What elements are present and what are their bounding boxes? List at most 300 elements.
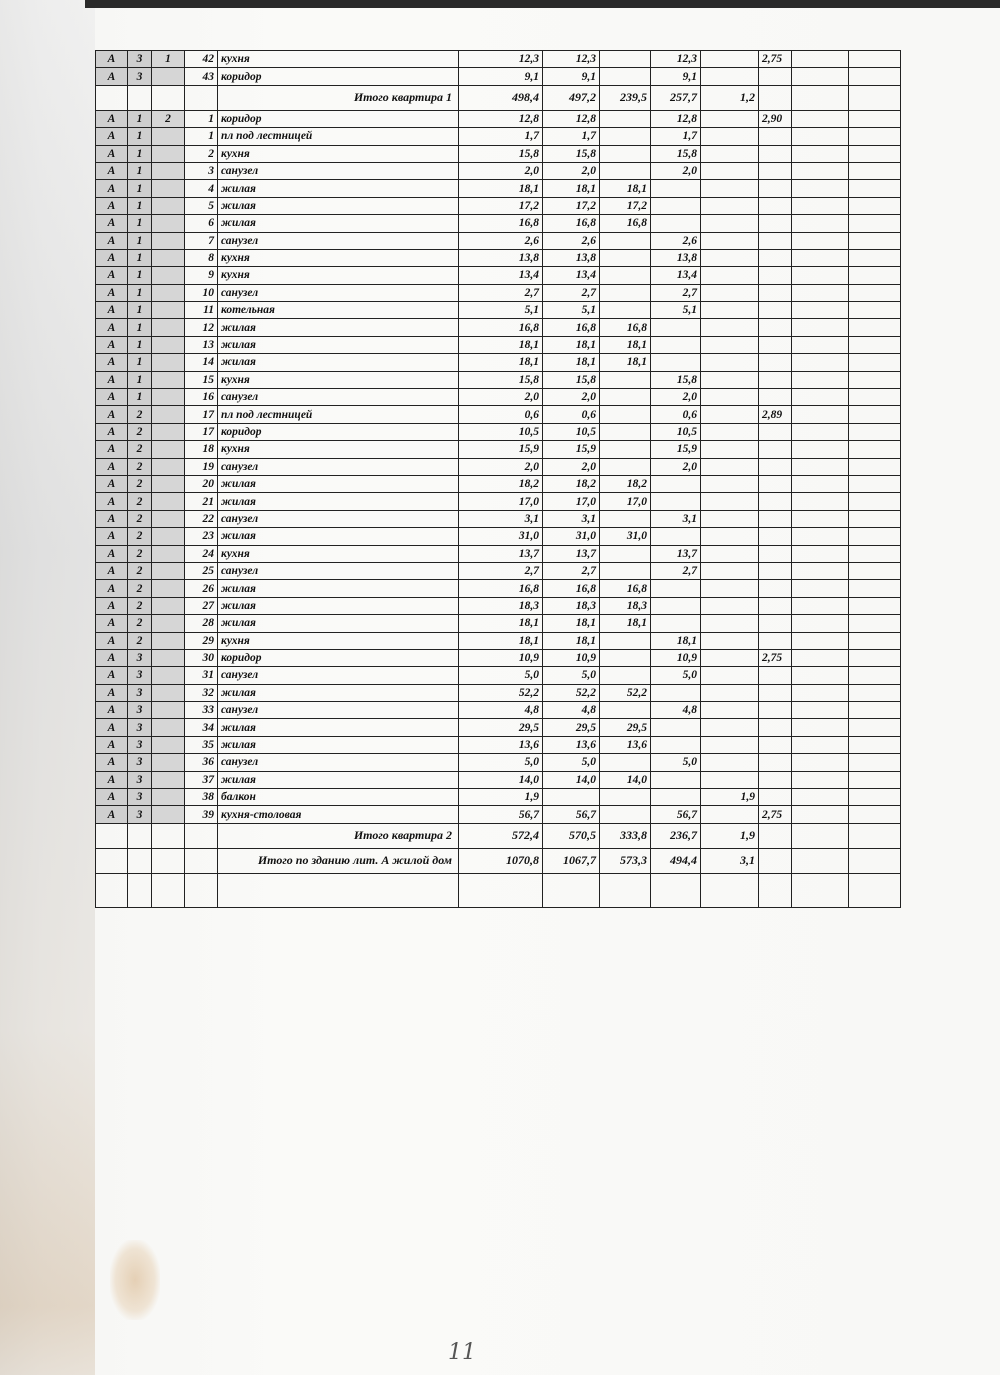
loggia-balcony-cell [701, 336, 759, 353]
auxiliary-area-cell: 9,1 [651, 68, 701, 85]
litera-cell: А [96, 51, 128, 68]
empty-cell [792, 736, 849, 753]
height-cell [759, 736, 792, 753]
empty-cell [792, 162, 849, 179]
floor-cell: 1 [128, 162, 152, 179]
loggia-balcony-cell [701, 580, 759, 597]
area-cell: 0,6 [543, 406, 600, 423]
area-cell: 18,1 [543, 632, 600, 649]
height-cell [759, 180, 792, 197]
table-row [96, 702, 901, 719]
total-area-cell: 5,0 [459, 754, 543, 771]
height-cell [759, 823, 792, 848]
room-name-cell: санузел [218, 389, 459, 406]
table-row [96, 649, 901, 666]
apartment-cell [152, 545, 185, 562]
litera-cell: А [96, 580, 128, 597]
area-cell: 18,1 [543, 615, 600, 632]
area-cell: 14,0 [543, 771, 600, 788]
area-cell: 2,0 [543, 162, 600, 179]
apartment-cell [152, 406, 185, 423]
total-row [96, 823, 901, 848]
total-area-cell: 9,1 [459, 68, 543, 85]
living-area-cell: 14,0 [600, 771, 651, 788]
empty-cell [96, 85, 128, 110]
empty-cell [792, 68, 849, 85]
apartment-cell [152, 162, 185, 179]
litera-cell: А [96, 389, 128, 406]
total-area-cell: 31,0 [459, 528, 543, 545]
apartment-cell [152, 284, 185, 301]
room-name-cell: жилая [218, 597, 459, 614]
total-area-cell: 15,9 [459, 441, 543, 458]
auxiliary-area-cell: 2,6 [651, 232, 701, 249]
floor-cell: 1 [128, 197, 152, 214]
loggia-balcony-cell [701, 702, 759, 719]
floor-cell: 3 [128, 68, 152, 85]
empty-cell [849, 85, 901, 110]
empty-cell [849, 528, 901, 545]
empty-cell [849, 580, 901, 597]
floor-cell: 3 [128, 754, 152, 771]
floor-cell: 2 [128, 545, 152, 562]
living-area-cell [600, 632, 651, 649]
living-area-cell [600, 145, 651, 162]
living-area-cell: 18,1 [600, 180, 651, 197]
empty-cell [128, 848, 152, 873]
litera-cell: А [96, 110, 128, 127]
living-area-cell: 18,1 [600, 354, 651, 371]
apartment-cell [152, 458, 185, 475]
apartment-cell [152, 528, 185, 545]
room-name-cell: кухня [218, 145, 459, 162]
empty-cell [792, 302, 849, 319]
room-name-cell: жилая [218, 215, 459, 232]
room-name-cell: жилая [218, 719, 459, 736]
page-number-handwritten: 11 [448, 1340, 476, 1365]
floor-cell: 2 [128, 580, 152, 597]
room-name-cell: кухня-столовая [218, 806, 459, 823]
total-area-cell: 5,1 [459, 302, 543, 319]
height-cell [759, 702, 792, 719]
area-cell: 10,5 [543, 423, 600, 440]
empty-cell [849, 354, 901, 371]
apartment-cell [152, 180, 185, 197]
area-cell: 15,8 [543, 145, 600, 162]
total-area-cell: 18,3 [459, 597, 543, 614]
room-number-cell: 12 [185, 319, 218, 336]
total-area-cell: 14,0 [459, 771, 543, 788]
area-cell [543, 789, 600, 806]
auxiliary-area-cell: 494,4 [651, 848, 701, 873]
room-name-cell: коридор [218, 423, 459, 440]
total-area-cell: 16,8 [459, 580, 543, 597]
auxiliary-area-cell [651, 319, 701, 336]
height-cell [759, 789, 792, 806]
litera-cell: А [96, 128, 128, 145]
table-row [96, 284, 901, 301]
room-name-cell: жилая [218, 736, 459, 753]
room-number-cell: 11 [185, 302, 218, 319]
area-cell: 3,1 [543, 510, 600, 527]
empty-cell [849, 406, 901, 423]
room-number-cell: 2 [185, 145, 218, 162]
table-row [96, 510, 901, 527]
area-cell: 1,7 [543, 128, 600, 145]
empty-cell [849, 441, 901, 458]
litera-cell: А [96, 215, 128, 232]
empty-cell [96, 848, 128, 873]
empty-cell [152, 85, 185, 110]
total-area-cell: 2,7 [459, 284, 543, 301]
living-area-cell [600, 249, 651, 266]
empty-cell [849, 423, 901, 440]
empty-cell [792, 667, 849, 684]
floor-cell: 2 [128, 458, 152, 475]
height-cell [759, 848, 792, 873]
floor-cell: 2 [128, 562, 152, 579]
empty-cell [849, 493, 901, 510]
empty-cell [96, 823, 128, 848]
litera-cell: А [96, 180, 128, 197]
auxiliary-area-cell: 56,7 [651, 806, 701, 823]
room-name-cell: жилая [218, 615, 459, 632]
room-name-cell: кухня [218, 371, 459, 388]
empty-cell [792, 51, 849, 68]
loggia-balcony-cell [701, 597, 759, 614]
area-cell: 17,0 [543, 493, 600, 510]
height-cell [759, 197, 792, 214]
total-area-cell: 18,1 [459, 632, 543, 649]
floor-cell: 1 [128, 319, 152, 336]
height-cell [759, 615, 792, 632]
litera-cell: А [96, 232, 128, 249]
total-area-cell: 15,8 [459, 145, 543, 162]
area-cell: 15,8 [543, 371, 600, 388]
floor-cell: 1 [128, 232, 152, 249]
apartment-cell [152, 441, 185, 458]
floor-cell: 1 [128, 180, 152, 197]
loggia-balcony-cell [701, 441, 759, 458]
empty-cell [849, 145, 901, 162]
litera-cell: А [96, 68, 128, 85]
height-cell [759, 162, 792, 179]
loggia-balcony-cell [701, 771, 759, 788]
empty-cell [792, 128, 849, 145]
total-area-cell: 18,1 [459, 354, 543, 371]
floor-cell: 3 [128, 806, 152, 823]
height-cell [759, 580, 792, 597]
living-area-cell [600, 232, 651, 249]
litera-cell: А [96, 597, 128, 614]
area-cell: 56,7 [543, 806, 600, 823]
apartment-cell [152, 267, 185, 284]
loggia-balcony-cell [701, 545, 759, 562]
floor-cell: 1 [128, 267, 152, 284]
auxiliary-area-cell: 18,1 [651, 632, 701, 649]
height-cell [759, 423, 792, 440]
loggia-balcony-cell [701, 302, 759, 319]
height-cell [759, 475, 792, 492]
auxiliary-area-cell [651, 615, 701, 632]
room-name-cell: жилая [218, 771, 459, 788]
room-name-cell: санузел [218, 458, 459, 475]
total-area-cell: 2,0 [459, 458, 543, 475]
empty-cell [849, 249, 901, 266]
living-area-cell: 18,3 [600, 597, 651, 614]
auxiliary-area-cell: 5,0 [651, 754, 701, 771]
room-number-cell: 39 [185, 806, 218, 823]
empty-cell [849, 649, 901, 666]
apartment-cell: 1 [152, 51, 185, 68]
living-area-cell [600, 510, 651, 527]
living-area-cell [600, 267, 651, 284]
empty-cell [849, 458, 901, 475]
area-cell: 5,0 [543, 754, 600, 771]
empty-cell [701, 873, 759, 907]
apartment-cell [152, 319, 185, 336]
empty-cell [792, 848, 849, 873]
area-cell: 2,0 [543, 389, 600, 406]
empty-cell [792, 684, 849, 701]
empty-cell [152, 873, 185, 907]
loggia-balcony-cell [701, 528, 759, 545]
apartment-cell [152, 475, 185, 492]
loggia-balcony-cell [701, 736, 759, 753]
auxiliary-area-cell [651, 475, 701, 492]
total-area-cell: 16,8 [459, 215, 543, 232]
loggia-balcony-cell [701, 667, 759, 684]
room-name-cell: жилая [218, 684, 459, 701]
room-number-cell: 31 [185, 667, 218, 684]
living-area-cell [600, 110, 651, 127]
room-number-cell: 15 [185, 371, 218, 388]
empty-cell [849, 215, 901, 232]
table-row [96, 615, 901, 632]
loggia-balcony-cell [701, 649, 759, 666]
living-area-cell: 333,8 [600, 823, 651, 848]
room-name-cell: коридор [218, 110, 459, 127]
living-area-cell: 573,3 [600, 848, 651, 873]
room-number-cell: 25 [185, 562, 218, 579]
apartment-cell [152, 371, 185, 388]
living-area-cell [600, 649, 651, 666]
loggia-balcony-cell [701, 562, 759, 579]
empty-cell [849, 389, 901, 406]
room-number-cell: 1 [185, 128, 218, 145]
room-number-cell: 30 [185, 649, 218, 666]
room-name-cell: санузел [218, 702, 459, 719]
total-area-cell: 12,3 [459, 51, 543, 68]
litera-cell: А [96, 736, 128, 753]
total-area-cell: 498,4 [459, 85, 543, 110]
room-number-cell: 20 [185, 475, 218, 492]
auxiliary-area-cell: 4,8 [651, 702, 701, 719]
empty-cell [849, 284, 901, 301]
auxiliary-area-cell: 12,3 [651, 51, 701, 68]
apartment-cell [152, 510, 185, 527]
table-row [96, 789, 901, 806]
area-cell: 17,2 [543, 197, 600, 214]
living-area-cell [600, 667, 651, 684]
room-number-cell: 21 [185, 493, 218, 510]
height-cell [759, 68, 792, 85]
room-name-cell: кухня [218, 441, 459, 458]
area-cell: 4,8 [543, 702, 600, 719]
total-area-cell: 2,7 [459, 562, 543, 579]
living-area-cell [600, 162, 651, 179]
empty-cell [849, 128, 901, 145]
empty-cell [792, 649, 849, 666]
living-area-cell [600, 68, 651, 85]
auxiliary-area-cell [651, 493, 701, 510]
empty-cell [792, 771, 849, 788]
room-number-cell: 38 [185, 789, 218, 806]
floor-cell: 1 [128, 284, 152, 301]
area-cell: 2,7 [543, 284, 600, 301]
height-cell [759, 754, 792, 771]
litera-cell: А [96, 197, 128, 214]
height-cell [759, 215, 792, 232]
area-cell: 1067,7 [543, 848, 600, 873]
litera-cell: А [96, 441, 128, 458]
empty-cell [849, 232, 901, 249]
floor-cell: 1 [128, 110, 152, 127]
table-row [96, 597, 901, 614]
loggia-balcony-cell [701, 510, 759, 527]
table-row [96, 302, 901, 319]
auxiliary-area-cell: 2,0 [651, 162, 701, 179]
table-row [96, 389, 901, 406]
total-area-cell: 16,8 [459, 319, 543, 336]
floor-cell: 1 [128, 249, 152, 266]
empty-cell [792, 475, 849, 492]
loggia-balcony-cell [701, 354, 759, 371]
empty-cell [792, 580, 849, 597]
empty-cell [792, 632, 849, 649]
empty-cell [152, 848, 185, 873]
apartment-cell [152, 389, 185, 406]
apartment-cell [152, 789, 185, 806]
table-row [96, 806, 901, 823]
area-cell: 12,8 [543, 110, 600, 127]
table-row [96, 406, 901, 423]
empty-cell [792, 319, 849, 336]
area-cell: 16,8 [543, 580, 600, 597]
empty-cell [849, 510, 901, 527]
height-cell [759, 684, 792, 701]
room-name-cell: кухня [218, 545, 459, 562]
apartment-cell [152, 562, 185, 579]
area-cell: 18,1 [543, 180, 600, 197]
table-row [96, 371, 901, 388]
area-cell: 13,8 [543, 249, 600, 266]
height-cell [759, 597, 792, 614]
room-number-cell: 4 [185, 180, 218, 197]
height-cell [759, 85, 792, 110]
empty-cell [185, 85, 218, 110]
litera-cell: А [96, 510, 128, 527]
living-area-cell [600, 806, 651, 823]
room-number-cell: 37 [185, 771, 218, 788]
empty-cell [849, 68, 901, 85]
living-area-cell [600, 284, 651, 301]
litera-cell: А [96, 771, 128, 788]
room-name-cell: пл под лестницей [218, 128, 459, 145]
empty-cell [792, 197, 849, 214]
auxiliary-area-cell [651, 180, 701, 197]
table-row [96, 475, 901, 492]
table-row [96, 319, 901, 336]
litera-cell: А [96, 615, 128, 632]
auxiliary-area-cell: 13,7 [651, 545, 701, 562]
empty-cell [792, 423, 849, 440]
room-number-cell: 18 [185, 441, 218, 458]
loggia-balcony-cell: 1,2 [701, 85, 759, 110]
living-area-cell: 239,5 [600, 85, 651, 110]
empty-cell [600, 873, 651, 907]
apartment-cell [152, 580, 185, 597]
height-cell [759, 371, 792, 388]
height-cell [759, 145, 792, 162]
living-area-cell [600, 406, 651, 423]
height-cell [759, 493, 792, 510]
total-area-cell: 2,6 [459, 232, 543, 249]
floor-cell: 2 [128, 475, 152, 492]
table-row [96, 562, 901, 579]
table-row [96, 336, 901, 353]
living-area-cell: 29,5 [600, 719, 651, 736]
height-cell [759, 771, 792, 788]
total-area-cell: 56,7 [459, 806, 543, 823]
living-area-cell: 16,8 [600, 319, 651, 336]
litera-cell: А [96, 423, 128, 440]
table-row [96, 354, 901, 371]
empty-cell [792, 458, 849, 475]
table-row [96, 68, 901, 85]
auxiliary-area-cell: 2,7 [651, 562, 701, 579]
litera-cell: А [96, 545, 128, 562]
empty-cell [792, 789, 849, 806]
apartment-cell [152, 719, 185, 736]
room-number-cell: 34 [185, 719, 218, 736]
apartment-cell [152, 215, 185, 232]
loggia-balcony-cell [701, 493, 759, 510]
apartment-cell [152, 302, 185, 319]
table-row [96, 441, 901, 458]
room-number-cell: 27 [185, 597, 218, 614]
litera-cell: А [96, 475, 128, 492]
room-name-cell: кухня [218, 632, 459, 649]
loggia-balcony-cell [701, 110, 759, 127]
living-area-cell [600, 423, 651, 440]
loggia-balcony-cell [701, 162, 759, 179]
loggia-balcony-cell [701, 458, 759, 475]
loggia-balcony-cell [701, 475, 759, 492]
floor-cell: 3 [128, 771, 152, 788]
area-cell: 13,7 [543, 545, 600, 562]
area-cell: 497,2 [543, 85, 600, 110]
empty-cell [849, 848, 901, 873]
room-name-cell: жилая [218, 197, 459, 214]
living-area-cell: 17,0 [600, 493, 651, 510]
total-row [96, 85, 901, 110]
floor-cell: 3 [128, 736, 152, 753]
table-row [96, 754, 901, 771]
empty-cell [152, 823, 185, 848]
auxiliary-area-cell: 12,8 [651, 110, 701, 127]
table-row [96, 528, 901, 545]
